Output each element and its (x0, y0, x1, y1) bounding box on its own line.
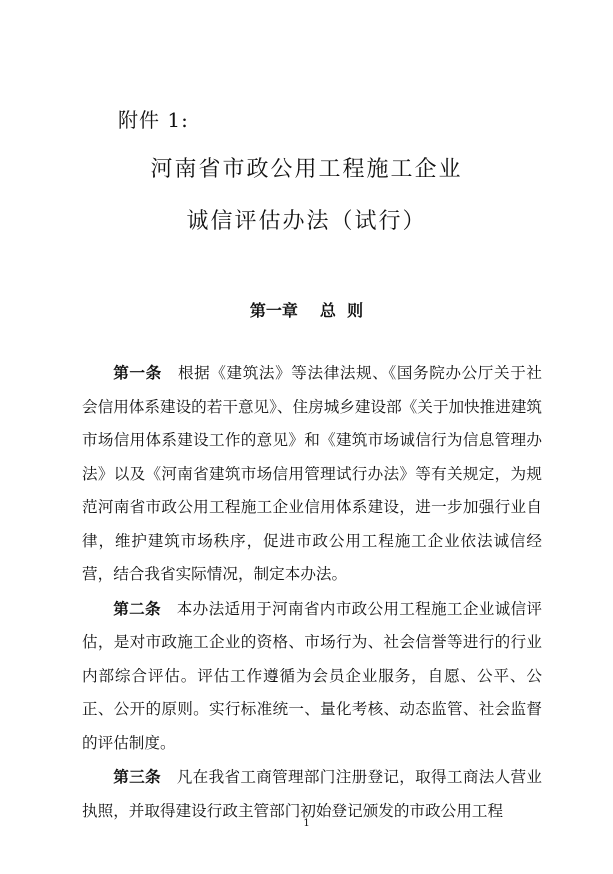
attachment-label: 附件 1: (118, 108, 189, 132)
page-number: 1 (303, 818, 310, 829)
article-text: 凡在我省工商管理部门注册登记，取得工商法人营业执照，并取得建设行政主管部门初始登记颁发的市政公用工程 (82, 768, 542, 820)
chapter-name: 总 则 (319, 301, 364, 320)
document-title-line-2: 诚信评估办法（试行） (186, 209, 427, 234)
article-paragraph-1 (82, 356, 542, 592)
article-text: 根据《建筑法》等法律法规、《国务院办公厅关于社会信用体系建设的若干意见》、住房城乡建设部《关于加快推进建筑市场信用体系建设工作的意见》和《建筑市场诚信行为信息管理办法》以及《河南省建筑市场信用管理试行办法》等有关规定，为规范河南省市政公用工程施工企业信用体系建设，进一步加强行业自律，维护建筑市场秩序，促进市政公用工程施工企业依法诚信经营，结合我省实际情况，制定本办法。 (82, 364, 543, 583)
article-label: 第一条 (113, 363, 162, 382)
article-label: 第二条 (113, 598, 161, 618)
chapter-heading (0, 298, 613, 321)
article-paragraph-2 (82, 592, 542, 761)
document-body (82, 356, 542, 828)
document-title-line-1: 河南省市政公用工程施工企业 (150, 157, 463, 182)
article-label: 第三条 (113, 767, 161, 786)
article-text: 本办法适用于河南省内市政公用工程施工企业诚信评估，是对市政施工企业的资格、市场行为、社会信誉等进行的行业内部综合评估。评估工作遵循为会员企业服务，自愿、公平、公正、公开的原则。实行标准统一、量化考核、动态监管、社会监督的评估制度。 (82, 599, 542, 752)
chapter-number: 第一章 (249, 301, 298, 320)
